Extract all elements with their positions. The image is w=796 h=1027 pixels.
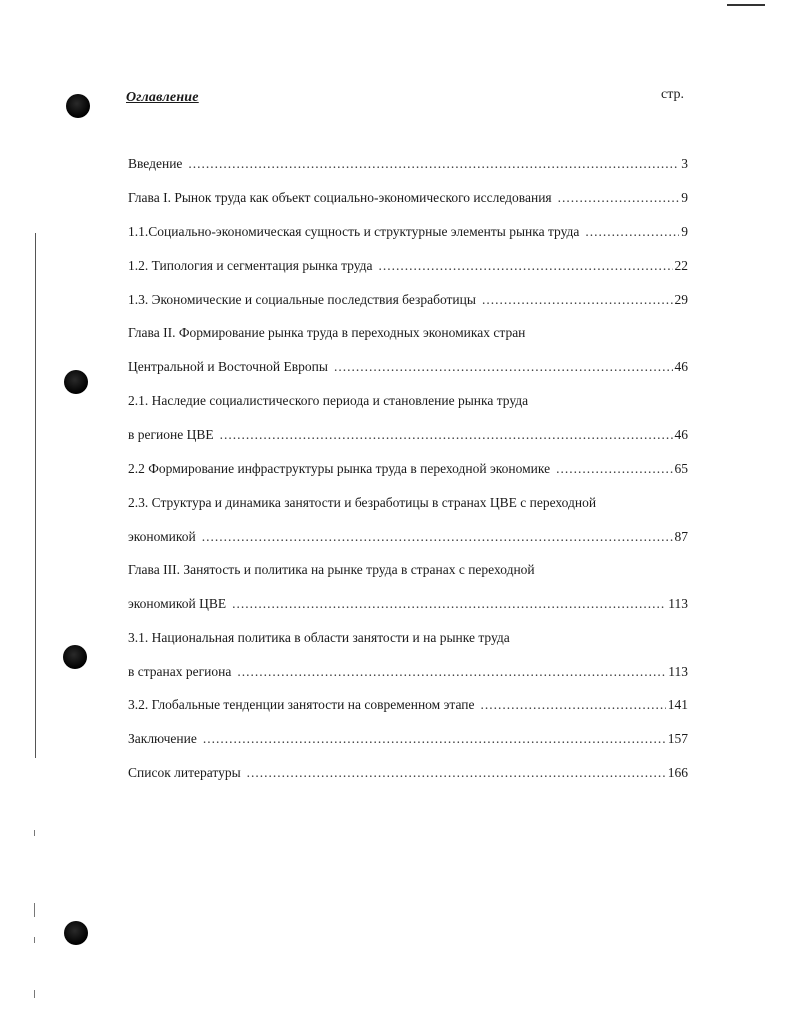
punch-hole [64,370,88,394]
leader-dots [482,291,673,309]
toc-entry-text: 3.1. Национальная политика в области занятости и на рынке труда [128,630,510,645]
toc-entry-text: Центральной и Восточной Европы [128,359,328,374]
toc-entry-page: 113 [668,596,688,611]
toc-entry[interactable] [128,291,688,309]
toc-entry[interactable] [128,696,688,714]
toc-entry-page: 9 [681,190,688,205]
leader-dots [203,730,666,748]
toc-entry-text: экономикой ЦВЕ [128,596,227,611]
toc-entry[interactable] [128,629,510,647]
leader-dots [334,358,673,376]
toc-entry-page: 22 [674,258,688,273]
leader-dots [480,696,665,714]
scan-tick-mark [34,990,35,998]
toc-entry-text: Глава III. Занятость и политика на рынке труда в странах с переходной [128,562,535,577]
toc-entry[interactable] [128,426,688,444]
scan-tick-mark [34,830,35,836]
leader-dots [237,663,666,681]
toc-entry-text: 1.2. Типология и сегментация рынка труда [128,258,373,273]
scan-margin-line [35,233,36,758]
toc-entry[interactable] [128,460,688,478]
leader-dots [188,155,679,173]
toc-entry[interactable] [128,595,688,613]
toc-entry-text: Список литературы [128,765,241,780]
toc-entry-page: 87 [674,529,688,544]
toc-entry[interactable] [128,528,688,546]
toc-entry-text: экономикой [128,529,196,544]
toc-entry-page: 166 [667,765,688,780]
toc-entry-text: Заключение [128,731,197,746]
toc-entry[interactable] [128,223,688,241]
toc-entry-page: 65 [674,461,688,476]
punch-hole [63,645,87,669]
toc-entry-text: Глава II. Формирование рынка труда в переходных экономиках стран [128,325,526,340]
toc-entry-text: в регионе ЦВЕ [128,427,214,442]
toc-entry[interactable] [128,561,535,579]
leader-dots [379,257,673,275]
toc-entry[interactable] [128,392,528,410]
punch-hole [66,94,90,118]
toc-entry-text: 1.3. Экономические и социальные последствия безработицы [128,292,476,307]
toc-entry-text: 2.3. Структура и динамика занятости и безработицы в странах ЦВЕ с переходной [128,495,597,510]
toc-entry[interactable] [128,663,688,681]
punch-hole [64,921,88,945]
leader-dots [585,223,679,241]
scan-tick-mark [34,903,35,917]
leader-dots [232,595,666,613]
leader-dots [202,528,673,546]
toc-entry-text: 2.1. Наследие социалистического периода и становление рынка труда [128,393,529,408]
toc-entry-text: Глава I. Рынок труда как объект социально-экономического исследования [128,190,552,205]
toc-entry-page: 141 [667,697,688,712]
toc-entry-page: 113 [668,664,688,679]
leader-dots [558,189,680,207]
toc-entry[interactable] [128,324,525,342]
toc-entry-text: 3.2. Глобальные тенденции занятости на современном этапе [128,697,475,712]
leader-dots [247,764,666,782]
toc-title: Оглавление [126,90,199,105]
toc-entry-page: 29 [674,292,688,307]
toc-entry-page: 46 [674,359,688,374]
toc-entry-page: 157 [667,731,688,746]
toc-entry-text: 1.1.Социально-экономическая сущность и структурные элементы рынка труда [128,224,580,239]
toc-entry-text: в странах региона [128,664,232,679]
scan-top-rule [727,4,765,6]
toc-entry[interactable] [128,730,688,748]
toc-entry[interactable] [128,189,688,207]
toc-entry[interactable] [128,155,688,173]
page-column-label: стр. [661,87,685,102]
toc-entry[interactable] [128,257,688,275]
toc-entry-text: 2.2 Формирование инфраструктуры рынка труда в переходной экономике [128,461,551,476]
toc-entry-page: 3 [681,156,688,171]
scan-tick-mark [34,937,35,943]
toc-entry[interactable] [128,494,596,512]
leader-dots [556,460,672,478]
toc-entry-text: Введение [128,156,183,171]
toc-entry-page: 46 [674,427,688,442]
leader-dots [220,426,673,444]
toc-entry[interactable] [128,764,688,782]
toc-entry-page: 9 [681,224,688,239]
toc-entry[interactable] [128,358,688,376]
